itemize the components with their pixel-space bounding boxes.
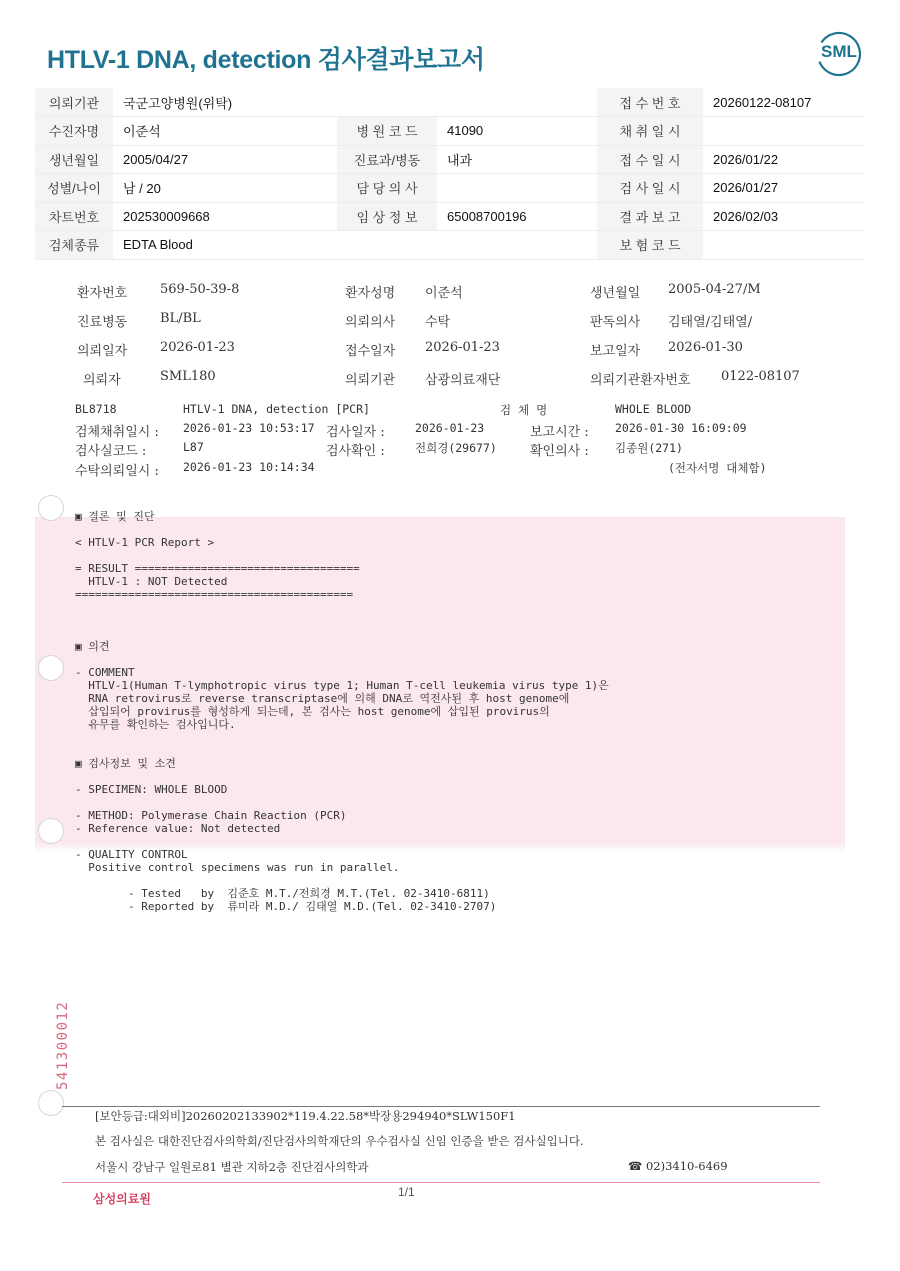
info-value: 국군고양병원(위탁) (113, 88, 337, 117)
page-number: 1/1 (398, 1185, 415, 1199)
punch-hole (38, 1090, 64, 1116)
info-value: 20260122-08107 (703, 88, 864, 117)
header-value: 2005-04-27/M (668, 282, 761, 297)
vertical-document-number: 541300012 (55, 1000, 71, 1090)
test-info-field: 보고시간 : (530, 425, 589, 440)
info-label: 병 원 코 드 (337, 117, 437, 146)
info-label: 결 과 보 고 (597, 202, 703, 231)
info-value: 2026/02/03 (703, 202, 864, 231)
test-info-field: L87 (183, 440, 204, 454)
test-info-field: 수탁의뢰일시 : (75, 464, 159, 479)
header-label: 의뢰기관 (345, 373, 396, 388)
punch-hole (38, 495, 64, 521)
header-label: 진료병동 (77, 315, 128, 330)
header-value: BL/BL (160, 311, 201, 326)
info-value: EDTA Blood (113, 231, 337, 260)
test-info-field: 김종원(271) (615, 441, 683, 455)
info-value: 65008700196 (437, 202, 597, 231)
security-line: [보안등급:대외비]20260202133902*119.4.22.58*박장용294940*SLW150F1 (95, 1109, 516, 1123)
header-label: 의뢰자 (83, 373, 121, 388)
test-info-field: 2026-01-30 16:09:09 (615, 421, 747, 435)
info-value: 41090 (437, 117, 597, 146)
info-label: 검체종류 (35, 231, 113, 260)
test-info-field: 2026-01-23 10:53:17 (183, 421, 315, 435)
test-info-field: (전자서명 대체함) (668, 461, 767, 475)
test-info-field: WHOLE BLOOD (615, 402, 692, 416)
header-label: 접수일자 (345, 344, 396, 359)
info-label: 보 험 코 드 (597, 231, 703, 260)
header-label: 보고일자 (590, 344, 641, 359)
info-value: 202530009668 (113, 202, 337, 231)
header-value: 삼광의료재단 (425, 373, 501, 388)
punch-hole (38, 818, 64, 844)
info-label: 검 사 일 시 (597, 174, 703, 203)
header-label: 환자번호 (77, 286, 128, 301)
header-label: 환자성명 (345, 286, 396, 301)
test-info-field: 전희경(29677) (415, 441, 497, 455)
info-label: 성별/나이 (35, 174, 113, 203)
header-label: 생년월일 (590, 286, 641, 301)
info-value: 남 / 20 (113, 174, 337, 203)
info-label: 접 수 번 호 (597, 88, 703, 117)
phone-text: ☎ 02)3410-6469 (628, 1159, 728, 1173)
info-label: 생년월일 (35, 145, 113, 174)
info-value: 2026/01/27 (703, 174, 864, 203)
header-value: 수탁 (425, 315, 451, 330)
info-value: 내과 (437, 145, 597, 174)
header-label: 의뢰의사 (345, 315, 396, 330)
hospital-name: 삼성의료원 (93, 1192, 151, 1206)
header-value: 김태열/김태열/ (668, 315, 753, 330)
test-info-field: 검사실코드 : (75, 444, 147, 459)
test-info-field: 2026-01-23 (415, 421, 485, 435)
logo-text: SML (821, 42, 857, 61)
test-info-field: 검 체 명 (500, 403, 548, 417)
test-info-field: 검체채취일시 : (75, 425, 159, 440)
test-info-field: BL8718 (75, 402, 117, 416)
report-title: HTLV-1 DNA, detection 검사결과보고서 (47, 46, 485, 74)
footer-divider (62, 1106, 820, 1107)
footer-pink-divider (62, 1182, 820, 1183)
header-value: 0122-08107 (721, 369, 800, 384)
test-info-field: HTLV-1 DNA, detection [PCR] (183, 402, 370, 416)
header-label: 판독의사 (590, 315, 641, 330)
info-value: 이준석 (113, 117, 337, 146)
header-value: 2026-01-30 (668, 340, 743, 355)
header-value: 2026-01-23 (425, 340, 500, 355)
certification-text: 본 검사실은 대한진단검사의학회/진단검사의학재단의 우수검사실 신임 인증을 받은 검사실입니다. (95, 1134, 584, 1148)
header-value: SML180 (160, 369, 216, 384)
info-label: 수진자명 (35, 117, 113, 146)
header-value: 2026-01-23 (160, 340, 235, 355)
scanned-header (0, 0, 900, 500)
info-label: 접 수 일 시 (597, 145, 703, 174)
info-label: 의뢰기관 (35, 88, 113, 117)
info-value: 2026/01/22 (703, 145, 864, 174)
test-info-field: 검사일자 : (326, 425, 385, 440)
header-value: 569-50-39-8 (160, 282, 240, 297)
test-info-field: 검사확인 : (326, 444, 385, 459)
header-value: 이준석 (425, 286, 463, 301)
info-label: 진료과/병동 (337, 145, 437, 174)
info-label: 담 당 의 사 (337, 174, 437, 203)
address-text: 서울시 강남구 일원로81 별관 지하2층 진단검사의학과 (95, 1160, 369, 1174)
info-value: 2005/04/27 (113, 145, 337, 174)
header-label: 의뢰기관환자번호 (590, 373, 691, 388)
punch-hole (38, 655, 64, 681)
test-info-field: 2026-01-23 10:14:34 (183, 460, 315, 474)
info-label: 임 상 정 보 (337, 202, 437, 231)
info-label: 채 취 일 시 (597, 117, 703, 146)
header-label: 의뢰일자 (77, 344, 128, 359)
info-label: 차트번호 (35, 202, 113, 231)
test-info-field: 확인의사 : (530, 444, 589, 459)
report-body: ▣ 결론 및 진단 < HTLV-1 PCR Report > = RESULT ================================== HTLV-1 : NOT Detected ========================================== ▣ 의견 - COMMENT HTLV-1(Human T-lymphotropic virus type 1; Human T-cell leukemia virus type 1)은 RNA retrovirus로 reverse transcriptase에 의해 DNA로 역전사된 후 host genome에 삽입되어 provirus를 형성하게 되는데, 본 검사는 host genome에 삽입된 provirus의 유무를 확인하는 검사입니다. ▣ 검사정보 및 소견 - SPECIMEN: WHOLE BLOOD - METHOD: Polymerase Chain Reaction (PCR) - Reference value: Not detected - QUALITY CONTROL Positive control specimens was run in parallel. - Tested by 김준호 M.T./전희경 M.T.(Tel. 02-3410-6811) - Reported by 류미라 M.D./ 김태열 M.D.(Tel. 02-3410-2707) (75, 510, 609, 913)
